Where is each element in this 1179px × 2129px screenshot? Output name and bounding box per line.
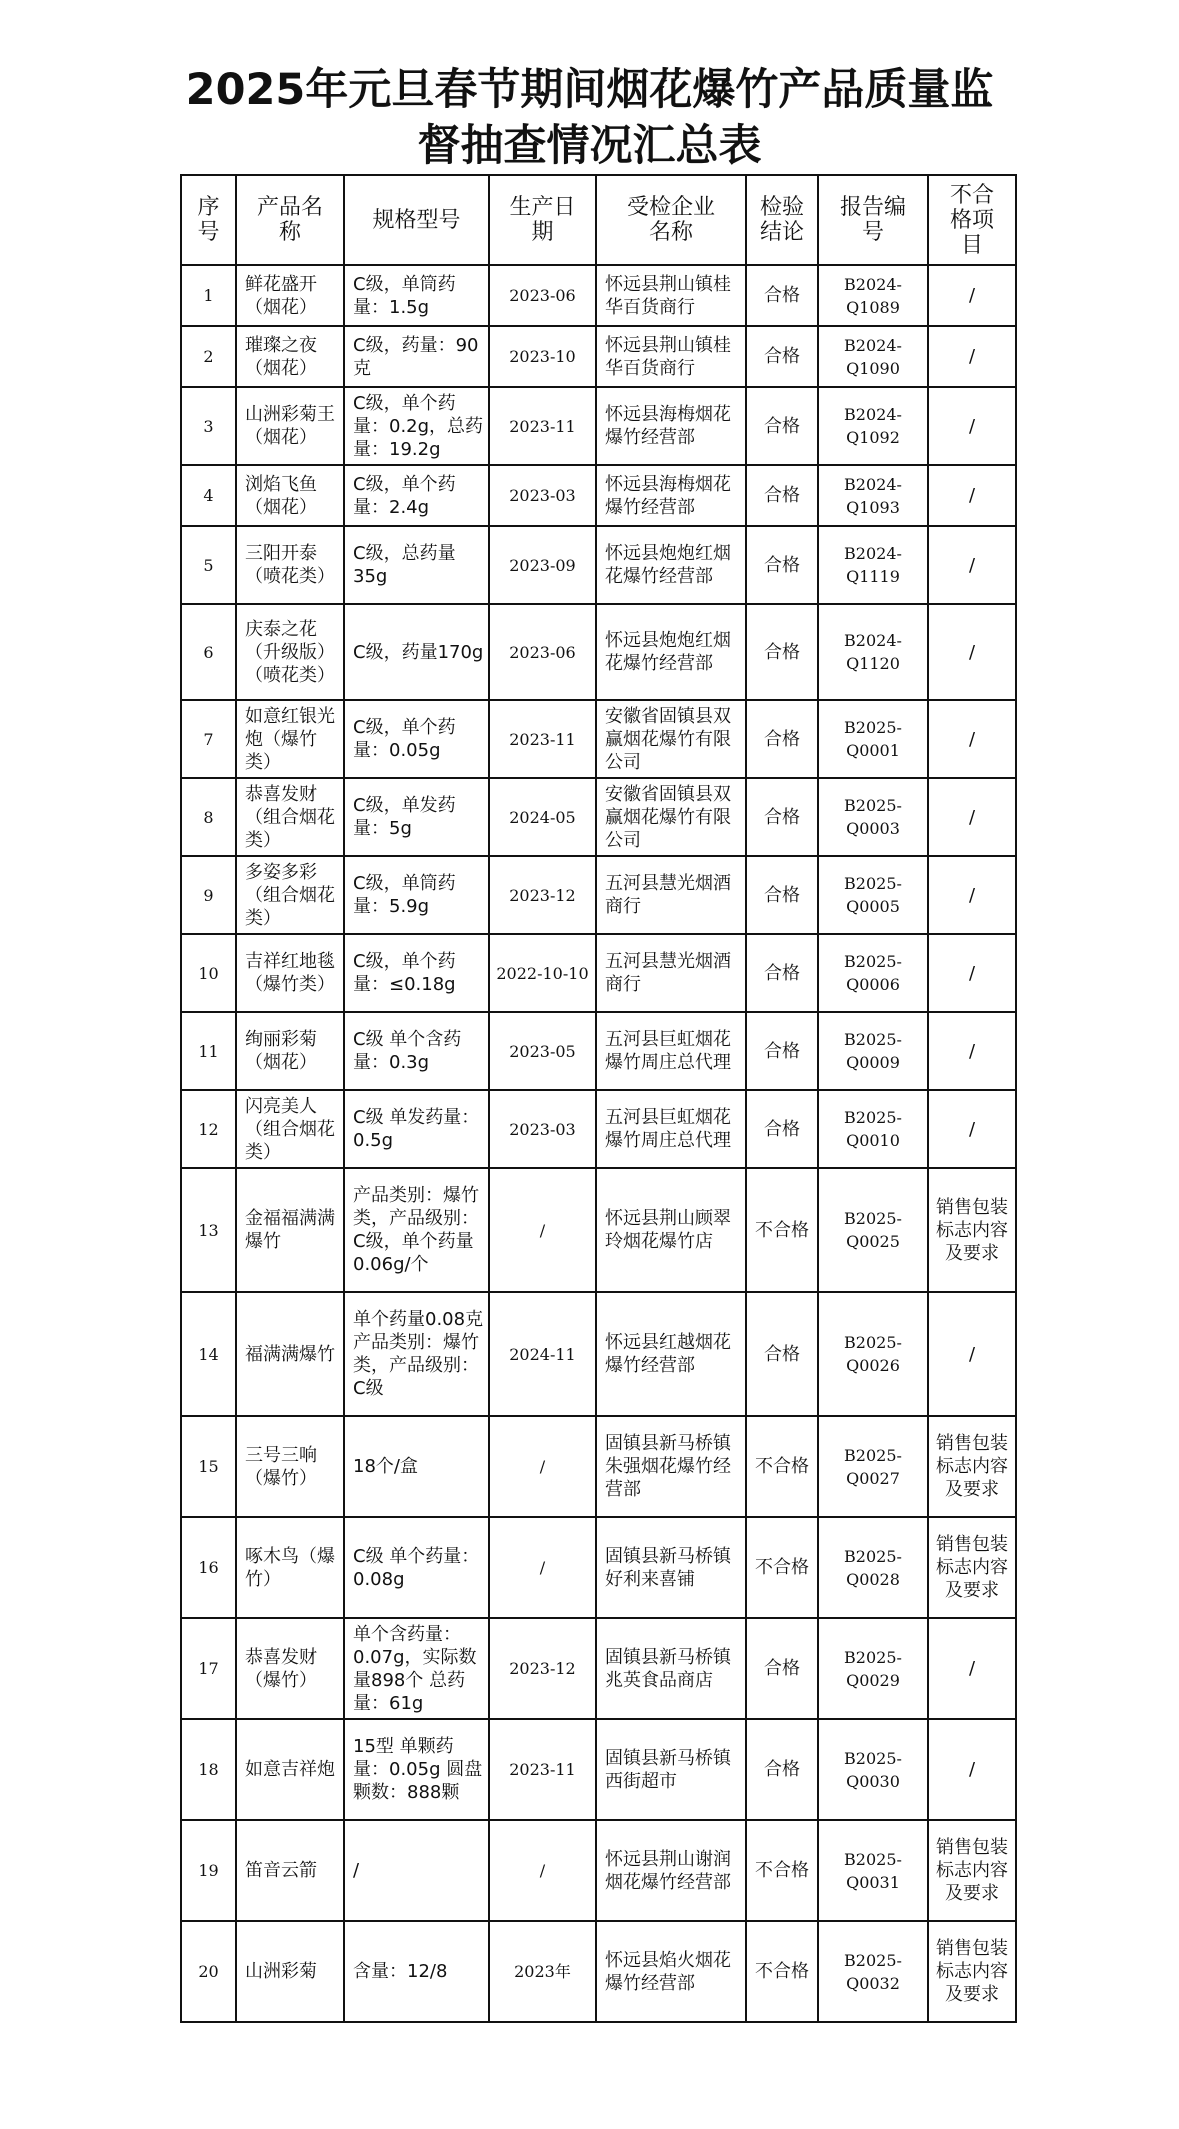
cell-product: 浏焰飞鱼（烟花）	[236, 465, 344, 526]
cell-result: 合格	[746, 934, 818, 1012]
cell-fail-items: /	[928, 1719, 1016, 1820]
cell-product: 绚丽彩菊（烟花）	[236, 1012, 344, 1090]
cell-date: 2023-11	[489, 1719, 596, 1820]
cell-seq: 13	[181, 1168, 236, 1292]
cell-company: 怀远县荆山谢润烟花爆竹经营部	[596, 1820, 746, 1921]
cell-report: B2025-Q0029	[818, 1618, 928, 1719]
cell-fail-items: /	[928, 265, 1016, 326]
cell-product: 三阳开泰（喷花类）	[236, 526, 344, 604]
cell-spec: C级，药量：90克	[344, 326, 489, 387]
cell-date: 2023-06	[489, 265, 596, 326]
cell-product: 鲜花盛开（烟花）	[236, 265, 344, 326]
cell-date: /	[489, 1820, 596, 1921]
cell-product: 恭喜发财（爆竹）	[236, 1618, 344, 1719]
table-row	[181, 1292, 1016, 1416]
cell-company: 安徽省固镇县双赢烟花爆竹有限公司	[596, 778, 746, 856]
cell-fail-items: /	[928, 856, 1016, 934]
table-row	[181, 526, 1016, 604]
cell-seq: 5	[181, 526, 236, 604]
cell-fail-items: /	[928, 934, 1016, 1012]
cell-date: 2023-05	[489, 1012, 596, 1090]
cell-date: 2023-11	[489, 700, 596, 778]
cell-fail-items: 销售包装标志内容及要求	[928, 1820, 1016, 1921]
cell-spec: C级，单个药量：0.05g	[344, 700, 489, 778]
cell-result: 合格	[746, 465, 818, 526]
cell-result: 合格	[746, 265, 818, 326]
cell-seq: 6	[181, 604, 236, 700]
cell-company: 安徽省固镇县双赢烟花爆竹有限公司	[596, 700, 746, 778]
cell-report: B2024-Q1093	[818, 465, 928, 526]
cell-fail-items: 销售包装标志内容及要求	[928, 1921, 1016, 2022]
cell-fail-items: 销售包装标志内容及要求	[928, 1168, 1016, 1292]
cell-spec: C级，单筒药量：1.5g	[344, 265, 489, 326]
cell-fail-items: /	[928, 326, 1016, 387]
table-row	[181, 265, 1016, 326]
cell-fail-items: /	[928, 526, 1016, 604]
cell-result: 合格	[746, 1719, 818, 1820]
cell-seq: 14	[181, 1292, 236, 1416]
cell-date: /	[489, 1416, 596, 1517]
table-row	[181, 1921, 1016, 2022]
cell-seq: 16	[181, 1517, 236, 1618]
cell-product: 如意吉祥炮	[236, 1719, 344, 1820]
cell-date: 2023-03	[489, 1090, 596, 1168]
title-line-1: 2025年元旦春节期间烟花爆竹产品质量监	[185, 65, 994, 115]
cell-seq: 1	[181, 265, 236, 326]
cell-product: 三号三响（爆竹）	[236, 1416, 344, 1517]
cell-product: 庆泰之花（升级版）（喷花类）	[236, 604, 344, 700]
cell-result: 合格	[746, 1012, 818, 1090]
table-row	[181, 934, 1016, 1012]
cell-date: 2024-05	[489, 778, 596, 856]
header-result: 检验 结论	[746, 175, 818, 265]
cell-report: B2025-Q0001	[818, 700, 928, 778]
cell-company: 固镇县新马桥镇西街超市	[596, 1719, 746, 1820]
cell-fail-items: /	[928, 387, 1016, 465]
cell-company: 怀远县焰火烟花爆竹经营部	[596, 1921, 746, 2022]
cell-result: 合格	[746, 387, 818, 465]
cell-seq: 18	[181, 1719, 236, 1820]
cell-fail-items: /	[928, 1090, 1016, 1168]
cell-spec: 单个含药量：0.07g，实际数量898个 总药量：61g	[344, 1618, 489, 1719]
cell-seq: 17	[181, 1618, 236, 1719]
cell-date: 2023-10	[489, 326, 596, 387]
cell-spec: /	[344, 1820, 489, 1921]
cell-seq: 15	[181, 1416, 236, 1517]
cell-spec: C级，单个药量：2.4g	[344, 465, 489, 526]
cell-product: 吉祥红地毯（爆竹类）	[236, 934, 344, 1012]
cell-seq: 3	[181, 387, 236, 465]
cell-fail-items: /	[928, 465, 1016, 526]
cell-product: 金福福满满爆竹	[236, 1168, 344, 1292]
cell-result: 合格	[746, 526, 818, 604]
cell-spec: 18个/盒	[344, 1416, 489, 1517]
cell-seq: 20	[181, 1921, 236, 2022]
cell-result: 合格	[746, 1090, 818, 1168]
cell-fail-items: /	[928, 778, 1016, 856]
cell-product: 啄木鸟（爆竹）	[236, 1517, 344, 1618]
header-report: 报告编 号	[818, 175, 928, 265]
table-row	[181, 1618, 1016, 1719]
cell-seq: 10	[181, 934, 236, 1012]
cell-product: 闪亮美人（组合烟花类）	[236, 1090, 344, 1168]
cell-report: B2025-Q0005	[818, 856, 928, 934]
cell-company: 五河县慧光烟酒商行	[596, 934, 746, 1012]
cell-seq: 11	[181, 1012, 236, 1090]
cell-company: 五河县巨虹烟花爆竹周庄总代理	[596, 1012, 746, 1090]
cell-report: B2025-Q0006	[818, 934, 928, 1012]
table-row	[181, 1168, 1016, 1292]
cell-report: B2025-Q0030	[818, 1719, 928, 1820]
cell-fail-items: /	[928, 604, 1016, 700]
cell-report: B2024-Q1092	[818, 387, 928, 465]
cell-report: B2025-Q0025	[818, 1168, 928, 1292]
cell-fail-items: 销售包装标志内容及要求	[928, 1517, 1016, 1618]
cell-seq: 9	[181, 856, 236, 934]
cell-product: 山洲彩菊	[236, 1921, 344, 2022]
table-row	[181, 1719, 1016, 1820]
cell-product: 如意红银光炮（爆竹类）	[236, 700, 344, 778]
cell-date: 2023-06	[489, 604, 596, 700]
cell-company: 怀远县红越烟花爆竹经营部	[596, 1292, 746, 1416]
cell-company: 怀远县炮炮红烟花爆竹经营部	[596, 526, 746, 604]
cell-seq: 2	[181, 326, 236, 387]
cell-product: 多姿多彩（组合烟花类）	[236, 856, 344, 934]
cell-spec: C级，总药量35g	[344, 526, 489, 604]
header-date: 生产日 期	[489, 175, 596, 265]
cell-company: 怀远县海梅烟花爆竹经营部	[596, 387, 746, 465]
cell-product: 福满满爆竹	[236, 1292, 344, 1416]
table-row	[181, 465, 1016, 526]
cell-result: 不合格	[746, 1168, 818, 1292]
table-row	[181, 1090, 1016, 1168]
cell-date: 2023-03	[489, 465, 596, 526]
cell-spec: C级，单筒药量：5.9g	[344, 856, 489, 934]
cell-spec: C级，单发药量：5g	[344, 778, 489, 856]
header-product: 产品名 称	[236, 175, 344, 265]
table-body	[181, 265, 1016, 2022]
cell-report: B2024-Q1119	[818, 526, 928, 604]
cell-spec: 单个药量0.08克 产品类别：爆竹类，产品级别：C级	[344, 1292, 489, 1416]
page-title	[0, 62, 1179, 174]
cell-result: 合格	[746, 700, 818, 778]
table-row	[181, 1416, 1016, 1517]
header-company: 受检企业 名称	[596, 175, 746, 265]
cell-report: B2025-Q0010	[818, 1090, 928, 1168]
cell-seq: 19	[181, 1820, 236, 1921]
cell-date: /	[489, 1168, 596, 1292]
cell-fail-items: /	[928, 700, 1016, 778]
cell-spec: C级，单个药量：0.2g，总药量：19.2g	[344, 387, 489, 465]
cell-result: 合格	[746, 1292, 818, 1416]
cell-company: 怀远县荆山顾翠玲烟花爆竹店	[596, 1168, 746, 1292]
cell-report: B2025-Q0027	[818, 1416, 928, 1517]
table-row	[181, 604, 1016, 700]
cell-company: 怀远县海梅烟花爆竹经营部	[596, 465, 746, 526]
cell-fail-items: /	[928, 1012, 1016, 1090]
table-row	[181, 700, 1016, 778]
table-row	[181, 387, 1016, 465]
cell-spec: C级，药量170g	[344, 604, 489, 700]
cell-result: 合格	[746, 326, 818, 387]
cell-result: 合格	[746, 1618, 818, 1719]
cell-product: 山洲彩菊王（烟花）	[236, 387, 344, 465]
cell-date: 2023年	[489, 1921, 596, 2022]
cell-product: 恭喜发财（组合烟花类）	[236, 778, 344, 856]
cell-company: 怀远县荆山镇桂华百货商行	[596, 326, 746, 387]
cell-result: 不合格	[746, 1820, 818, 1921]
cell-company: 固镇县新马桥镇兆英食品商店	[596, 1618, 746, 1719]
cell-result: 合格	[746, 778, 818, 856]
cell-seq: 4	[181, 465, 236, 526]
header-spec: 规格型号	[344, 175, 489, 265]
header-seq: 序 号	[181, 175, 236, 265]
cell-report: B2025-Q0026	[818, 1292, 928, 1416]
cell-seq: 8	[181, 778, 236, 856]
cell-date: 2023-12	[489, 856, 596, 934]
cell-result: 合格	[746, 856, 818, 934]
cell-date: 2022-10-10	[489, 934, 596, 1012]
cell-date: 2023-09	[489, 526, 596, 604]
cell-result: 合格	[746, 604, 818, 700]
cell-date: 2023-12	[489, 1618, 596, 1719]
cell-company: 五河县慧光烟酒商行	[596, 856, 746, 934]
cell-report: B2024-Q1089	[818, 265, 928, 326]
table-row	[181, 1012, 1016, 1090]
cell-spec: C级 单个含药量：0.3g	[344, 1012, 489, 1090]
header-fail-items: 不合 格项 目	[928, 175, 1016, 265]
cell-date: 2023-11	[489, 387, 596, 465]
table-row	[181, 1820, 1016, 1921]
cell-spec: C级 单个药量：0.08g	[344, 1517, 489, 1618]
title-line-2: 督抽查情况汇总表	[417, 121, 762, 171]
table-row	[181, 1517, 1016, 1618]
cell-fail-items: /	[928, 1618, 1016, 1719]
cell-spec: C级，单个药量：≤0.18g	[344, 934, 489, 1012]
inspection-table	[180, 174, 1017, 2023]
cell-company: 五河县巨虹烟花爆竹周庄总代理	[596, 1090, 746, 1168]
cell-spec: 含量：12/8	[344, 1921, 489, 2022]
cell-company: 固镇县新马桥镇好利来喜铺	[596, 1517, 746, 1618]
header-row	[181, 175, 1016, 265]
cell-product: 璀璨之夜（烟花）	[236, 326, 344, 387]
cell-seq: 12	[181, 1090, 236, 1168]
cell-result: 不合格	[746, 1517, 818, 1618]
cell-spec: C级 单发药量：0.5g	[344, 1090, 489, 1168]
cell-report: B2024-Q1090	[818, 326, 928, 387]
cell-report: B2025-Q0009	[818, 1012, 928, 1090]
cell-result: 不合格	[746, 1416, 818, 1517]
cell-company: 怀远县炮炮红烟花爆竹经营部	[596, 604, 746, 700]
cell-product: 笛音云箭	[236, 1820, 344, 1921]
cell-date: /	[489, 1517, 596, 1618]
cell-report: B2025-Q0003	[818, 778, 928, 856]
cell-result: 不合格	[746, 1921, 818, 2022]
cell-date: 2024-11	[489, 1292, 596, 1416]
cell-fail-items: /	[928, 1292, 1016, 1416]
table-row	[181, 326, 1016, 387]
cell-spec: 15型 单颗药量：0.05g 圆盘颗数：888颗	[344, 1719, 489, 1820]
cell-report: B2025-Q0031	[818, 1820, 928, 1921]
cell-seq: 7	[181, 700, 236, 778]
table-row	[181, 778, 1016, 856]
cell-company: 固镇县新马桥镇朱强烟花爆竹经营部	[596, 1416, 746, 1517]
cell-report: B2024-Q1120	[818, 604, 928, 700]
cell-report: B2025-Q0028	[818, 1517, 928, 1618]
cell-company: 怀远县荆山镇桂华百货商行	[596, 265, 746, 326]
cell-report: B2025-Q0032	[818, 1921, 928, 2022]
cell-fail-items: 销售包装标志内容及要求	[928, 1416, 1016, 1517]
cell-spec: 产品类别：爆竹类，产品级别：C级，单个药量0.06g/个	[344, 1168, 489, 1292]
table-row	[181, 856, 1016, 934]
